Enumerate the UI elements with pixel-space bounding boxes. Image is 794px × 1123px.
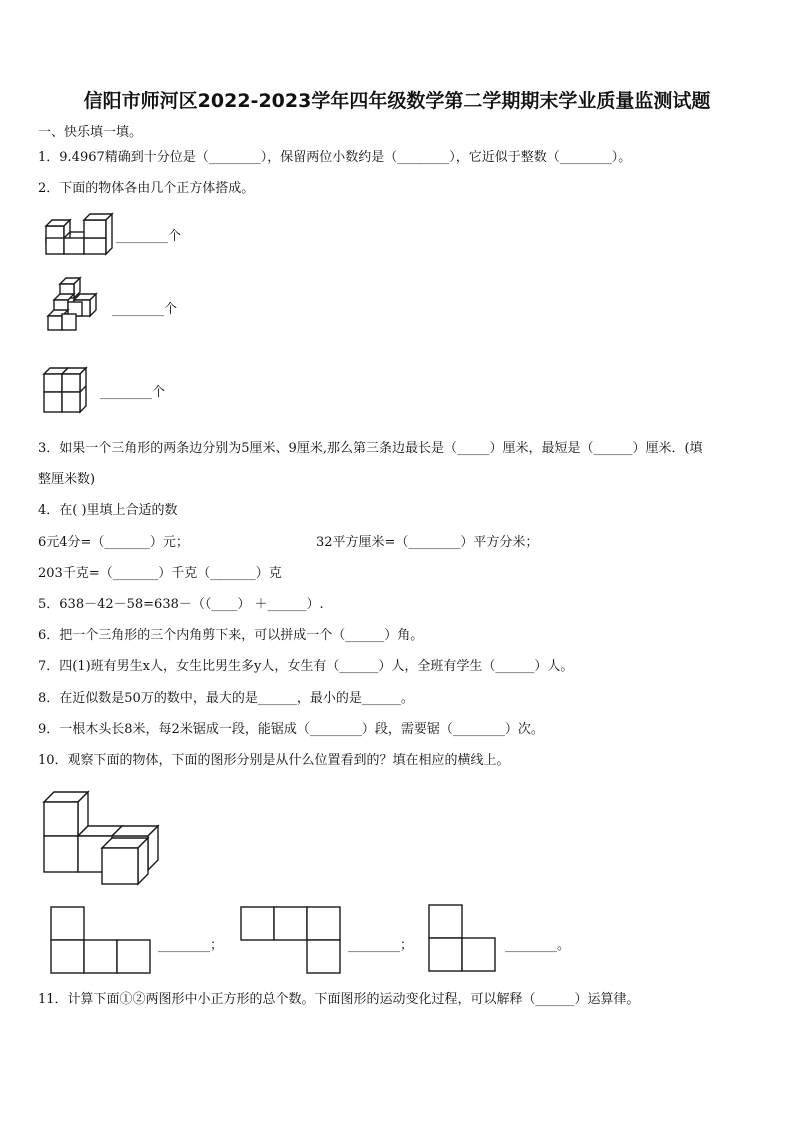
cube-figure-1 bbox=[44, 208, 114, 256]
page-title: 信阳市师河区2022-2023学年四年级数学第二学期期末学业质量监测试题 bbox=[83, 90, 711, 112]
question-4-part-a: 6元4分=（_______）元； bbox=[38, 535, 189, 550]
cube-object-q10 bbox=[42, 790, 164, 888]
question-4: 4．在( )里填上合适的数 bbox=[38, 503, 178, 518]
question-3-line-1: 3．如果一个三角形的两条边分别为5厘米、9厘米,那么第三条边最长是（_____）厘米，最短是（______）厘米．(填 bbox=[38, 441, 703, 456]
answer-blank-2c: ________个 bbox=[100, 385, 166, 400]
question-8: 8．在近似数是50万的数中，最大的是______，最小的是______。 bbox=[38, 691, 414, 706]
question-6: 6．把一个三角形的三个内角剪下来，可以拼成一个（______）角。 bbox=[38, 628, 424, 643]
answer-blank-10a: ________； bbox=[158, 938, 224, 953]
question-9: 9．一根木头长8米，每2米锯成一段，能锯成（________）段，需要锯（________）次。 bbox=[38, 722, 544, 737]
answer-blank-10b: ________； bbox=[348, 938, 414, 953]
question-3-line-2: 整厘米数) bbox=[38, 472, 96, 487]
view-figure-1 bbox=[50, 906, 154, 974]
section-heading: 一、快乐填一填。 bbox=[38, 125, 143, 140]
view-figure-3 bbox=[428, 904, 500, 974]
question-5: 5．638－42－58=638－（（____） ＋______）. bbox=[38, 597, 324, 612]
answer-blank-10c: ________。 bbox=[505, 938, 571, 953]
question-2: 2．下面的物体各由几个正方体搭成。 bbox=[38, 181, 255, 196]
question-10: 10．观察下面的物体，下面的图形分别是从什么位置看到的？填在相应的横线上。 bbox=[38, 753, 510, 768]
question-1: 1．9.4967精确到十分位是（________），保留两位小数约是（________），它近似于整数（________）。 bbox=[38, 150, 632, 165]
question-7: 7．四(1)班有男生x人，女生比男生多y人，女生有（______）人，全班有学生（______）人。 bbox=[38, 659, 574, 674]
question-4-part-c: 203千克=（_______）千克（_______）克 bbox=[38, 566, 282, 581]
answer-blank-2a: ________个 bbox=[116, 229, 182, 244]
answer-blank-2b: ________个 bbox=[112, 302, 178, 317]
view-figure-2 bbox=[240, 906, 344, 974]
question-4-part-b: 32平方厘米=（________）平方分米； bbox=[316, 535, 539, 550]
cube-figure-3 bbox=[42, 362, 104, 416]
question-11: 11．计算下面①②两图形中小正方形的总个数。下面图形的运动变化过程，可以解释（______）运算律。 bbox=[38, 992, 640, 1007]
cube-figure-2 bbox=[46, 276, 110, 334]
